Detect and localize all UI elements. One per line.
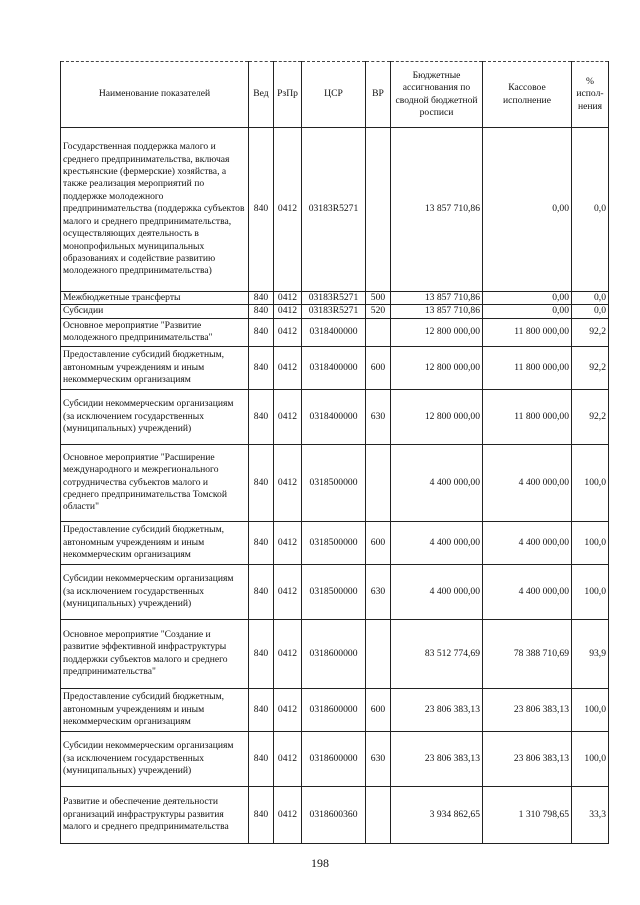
table-row xyxy=(61,128,609,292)
cell-budget-allocations: 23 806 383,13 xyxy=(391,731,483,786)
cell-budget-allocations: 3 934 862,65 xyxy=(391,786,483,843)
cell-ved: 840 xyxy=(249,346,274,389)
cell-budget-allocations: 23 806 383,13 xyxy=(391,688,483,731)
table-row xyxy=(61,521,609,564)
cell-cash-execution: 23 806 383,13 xyxy=(483,688,572,731)
cell-ved: 840 xyxy=(249,444,274,521)
cell-cash-execution: 4 400 000,00 xyxy=(483,444,572,521)
cell-indicator-name: Государственная поддержка малого и среднего предпринимательства, включая крестьянские (фермерские) хозяйства, а также реализация мероприятий по поддержке молодежного предпринимательства (поддержка субъектов малого и среднего предпринимательства, осуществляющих деятельность в монопрофильных муниципальных образованиях и содействие развитию молодежного предпринимательства) xyxy=(61,128,249,292)
table-row xyxy=(61,292,609,305)
cell-percent-execution: 93,9 xyxy=(572,619,609,688)
cell-budget-allocations: 13 857 710,86 xyxy=(391,292,483,305)
cell-cash-execution: 4 400 000,00 xyxy=(483,564,572,619)
cell-indicator-name: Основное мероприятие "Развитие молодежного предпринимательства" xyxy=(61,318,249,346)
cell-ved: 840 xyxy=(249,731,274,786)
cell-rzpr: 0412 xyxy=(274,305,302,318)
cell-cash-execution: 0,00 xyxy=(483,292,572,305)
cell-rzpr: 0412 xyxy=(274,292,302,305)
cell-percent-execution: 92,2 xyxy=(572,318,609,346)
cell-rzpr: 0412 xyxy=(274,389,302,444)
cell-percent-execution: 92,2 xyxy=(572,389,609,444)
cell-csr: 0318500000 xyxy=(302,564,366,619)
cell-indicator-name: Субсидии некоммерческим организациям (за исключением государственных (муниципальных) учреждений) xyxy=(61,389,249,444)
cell-ved: 840 xyxy=(249,786,274,843)
table-body xyxy=(61,128,609,844)
cell-csr: 03183R5271 xyxy=(302,305,366,318)
cell-budget-allocations: 4 400 000,00 xyxy=(391,521,483,564)
header-vr: ВР xyxy=(366,62,391,128)
cell-cash-execution: 0,00 xyxy=(483,128,572,292)
cell-csr: 0318500000 xyxy=(302,521,366,564)
table-row xyxy=(61,688,609,731)
cell-percent-execution: 92,2 xyxy=(572,346,609,389)
table-row xyxy=(61,346,609,389)
cell-csr: 03183R5271 xyxy=(302,292,366,305)
cell-indicator-name: Развитие и обеспечение деятельности организаций инфраструктуры развития малого и среднего предпринимательства xyxy=(61,786,249,843)
cell-vr xyxy=(366,318,391,346)
cell-ved: 840 xyxy=(249,305,274,318)
table-row xyxy=(61,444,609,521)
table-header-row xyxy=(61,62,609,128)
cell-percent-execution: 100,0 xyxy=(572,688,609,731)
cell-rzpr: 0412 xyxy=(274,688,302,731)
cell-vr xyxy=(366,444,391,521)
header-budget-allocations: Бюджетные ассигнования по сводной бюджетной росписи xyxy=(391,62,483,128)
cell-csr: 0318600000 xyxy=(302,688,366,731)
cell-budget-allocations: 4 400 000,00 xyxy=(391,564,483,619)
cell-indicator-name: Предоставление субсидий бюджетным, автономным учреждениям и иным некоммерческим организациям xyxy=(61,688,249,731)
cell-cash-execution: 11 800 000,00 xyxy=(483,389,572,444)
table-row xyxy=(61,318,609,346)
cell-vr: 630 xyxy=(366,389,391,444)
cell-percent-execution: 100,0 xyxy=(572,521,609,564)
cell-cash-execution: 78 388 710,69 xyxy=(483,619,572,688)
cell-vr: 600 xyxy=(366,346,391,389)
header-csr: ЦСР xyxy=(302,62,366,128)
cell-ved: 840 xyxy=(249,619,274,688)
cell-csr: 03183R5271 xyxy=(302,128,366,292)
table-row xyxy=(61,731,609,786)
cell-ved: 840 xyxy=(249,389,274,444)
cell-cash-execution: 11 800 000,00 xyxy=(483,318,572,346)
cell-indicator-name: Предоставление субсидий бюджетным, автономным учреждениям и иным некоммерческим организациям xyxy=(61,521,249,564)
cell-percent-execution: 0,0 xyxy=(572,305,609,318)
cell-percent-execution: 0,0 xyxy=(572,128,609,292)
table-row xyxy=(61,619,609,688)
table-row xyxy=(61,786,609,843)
budget-execution-table xyxy=(60,61,609,844)
table-row xyxy=(61,389,609,444)
table-row xyxy=(61,564,609,619)
cell-cash-execution: 4 400 000,00 xyxy=(483,521,572,564)
cell-indicator-name: Предоставление субсидий бюджетным, автономным учреждениям и иным некоммерческим организациям xyxy=(61,346,249,389)
cell-percent-execution: 33,3 xyxy=(572,786,609,843)
cell-percent-execution: 100,0 xyxy=(572,731,609,786)
cell-indicator-name: Основное мероприятие "Создание и развитие эффективной инфраструктуры поддержки субъектов малого и среднего предпринимательства" xyxy=(61,619,249,688)
cell-rzpr: 0412 xyxy=(274,521,302,564)
cell-csr: 0318400000 xyxy=(302,318,366,346)
cell-rzpr: 0412 xyxy=(274,619,302,688)
cell-indicator-name: Субсидии некоммерческим организациям (за исключением государственных (муниципальных) учреждений) xyxy=(61,564,249,619)
cell-cash-execution: 1 310 798,65 xyxy=(483,786,572,843)
cell-cash-execution: 23 806 383,13 xyxy=(483,731,572,786)
header-ved: Вед xyxy=(249,62,274,128)
cell-indicator-name: Субсидии некоммерческим организациям (за исключением государственных (муниципальных) учреждений) xyxy=(61,731,249,786)
cell-budget-allocations: 83 512 774,69 xyxy=(391,619,483,688)
cell-indicator-name: Субсидии xyxy=(61,305,249,318)
header-cash-execution: Кассовое исполнение xyxy=(483,62,572,128)
cell-indicator-name: Межбюджетные трансферты xyxy=(61,292,249,305)
cell-vr: 600 xyxy=(366,688,391,731)
cell-rzpr: 0412 xyxy=(274,318,302,346)
cell-rzpr: 0412 xyxy=(274,444,302,521)
cell-rzpr: 0412 xyxy=(274,128,302,292)
cell-cash-execution: 0,00 xyxy=(483,305,572,318)
cell-vr: 500 xyxy=(366,292,391,305)
budget-execution-table-container xyxy=(60,61,608,844)
header-rzpr: РзПр xyxy=(274,62,302,128)
cell-rzpr: 0412 xyxy=(274,346,302,389)
cell-cash-execution: 11 800 000,00 xyxy=(483,346,572,389)
cell-csr: 0318600000 xyxy=(302,619,366,688)
cell-vr: 630 xyxy=(366,564,391,619)
cell-percent-execution: 100,0 xyxy=(572,444,609,521)
cell-rzpr: 0412 xyxy=(274,731,302,786)
cell-vr: 630 xyxy=(366,731,391,786)
cell-ved: 840 xyxy=(249,564,274,619)
cell-csr: 0318500000 xyxy=(302,444,366,521)
cell-vr: 600 xyxy=(366,521,391,564)
cell-budget-allocations: 13 857 710,86 xyxy=(391,128,483,292)
cell-ved: 840 xyxy=(249,292,274,305)
cell-budget-allocations: 12 800 000,00 xyxy=(391,389,483,444)
cell-percent-execution: 100,0 xyxy=(572,564,609,619)
cell-vr xyxy=(366,786,391,843)
cell-vr xyxy=(366,128,391,292)
header-indicator-name: Наименование показателей xyxy=(61,62,249,128)
cell-csr: 0318600360 xyxy=(302,786,366,843)
cell-csr: 0318400000 xyxy=(302,389,366,444)
cell-ved: 840 xyxy=(249,128,274,292)
page-number: 198 xyxy=(311,856,329,870)
table-row xyxy=(61,305,609,318)
cell-budget-allocations: 12 800 000,00 xyxy=(391,318,483,346)
cell-ved: 840 xyxy=(249,318,274,346)
cell-rzpr: 0412 xyxy=(274,786,302,843)
cell-budget-allocations: 13 857 710,86 xyxy=(391,305,483,318)
cell-ved: 840 xyxy=(249,521,274,564)
cell-rzpr: 0412 xyxy=(274,564,302,619)
cell-ved: 840 xyxy=(249,688,274,731)
cell-csr: 0318600000 xyxy=(302,731,366,786)
cell-vr: 520 xyxy=(366,305,391,318)
cell-budget-allocations: 12 800 000,00 xyxy=(391,346,483,389)
cell-percent-execution: 0,0 xyxy=(572,292,609,305)
cell-csr: 0318400000 xyxy=(302,346,366,389)
cell-budget-allocations: 4 400 000,00 xyxy=(391,444,483,521)
cell-vr xyxy=(366,619,391,688)
cell-indicator-name: Основное мероприятие "Расширение международного и межрегионального сотрудничества субъектов малого и среднего предпринимательства Томской области" xyxy=(61,444,249,521)
header-percent-execution: % испол-нения xyxy=(572,62,609,128)
